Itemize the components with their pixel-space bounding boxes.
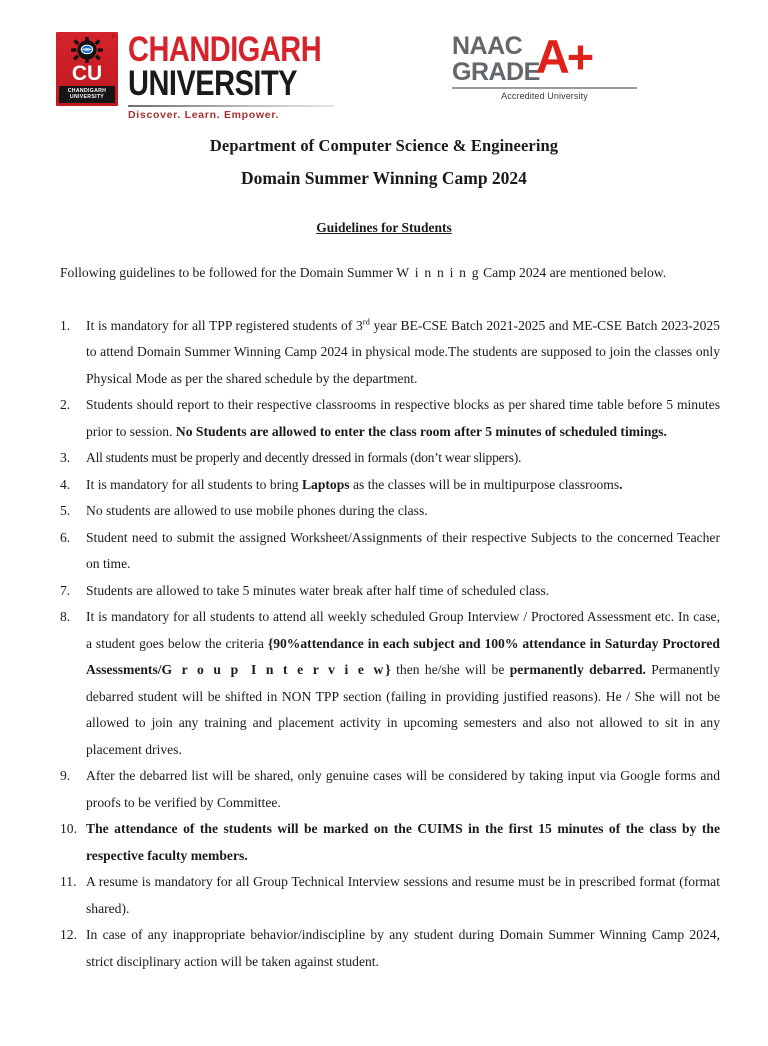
intro-post-text: Camp 2024 are mentioned below.	[479, 265, 667, 280]
naac-wordmark	[452, 34, 540, 85]
guideline-text-segment: In case of any inappropriate behavior/indiscipline by any student during Domain Summer Winning Camp 2024, strict disciplinary action will be taken against student.	[86, 927, 720, 969]
guideline-text-segment: permanently debarred.	[509, 662, 646, 677]
guideline-text-segment: After the debarred list will be shared, only genuine cases will be considered by taking input via Google forms and proofs to be verified by Committee.	[86, 768, 720, 810]
guideline-text	[86, 477, 623, 492]
cu-emblem-icon	[56, 32, 118, 106]
guideline-number: 3.	[60, 450, 71, 465]
guideline-item	[60, 604, 720, 763]
intro-pre-text: Following guidelines to be followed for the	[60, 265, 300, 280]
guideline-text	[86, 768, 720, 810]
guideline-item	[60, 869, 720, 922]
guideline-text-segment: Students should report to their respective classrooms in respective blocks as per shared time table before 5 minutes prior to session.	[86, 397, 720, 439]
guideline-text	[86, 397, 720, 439]
guideline-number: 7.	[60, 582, 71, 598]
guideline-number: 12.	[60, 927, 77, 942]
naac-divider	[452, 87, 637, 89]
guideline-text-segment	[240, 662, 251, 677]
guideline-text	[86, 530, 720, 572]
guideline-number: 4.	[60, 476, 71, 492]
guideline-text-segment: A resume is mandatory for all Group Technical Interview sessions and resume must be in prescribed format (format shared).	[86, 874, 720, 916]
intro-domain-rest: omain Summer	[309, 265, 397, 280]
guideline-text	[86, 450, 521, 465]
cu-wordmark-line1: CHANDIGARH	[128, 30, 322, 70]
guideline-text-segment: year BE-CSE Batch 2021-2025 and ME-CSE Batch 2023-2025 to attend Domain Summer Winning Camp 2024 in physical mode.The students are supposed to join the classes only Physical Mode as per the shared schedule by the department.	[86, 317, 720, 386]
cu-tagline: Discover. Learn. Empower.	[128, 109, 280, 121]
guideline-item	[60, 498, 720, 525]
guideline-text-segment: .	[619, 476, 623, 492]
guideline-item	[60, 313, 720, 393]
guideline-text	[86, 583, 549, 598]
guidelines-list	[60, 313, 720, 976]
cu-emblem-footer-line2: UNIVERSITY	[69, 94, 105, 101]
intro-paragraph	[60, 260, 720, 287]
page-title: Domain Summer Winning Camp 2024	[241, 168, 527, 188]
guideline-text-segment: It is mandatory for all students to attend all weekly scheduled Group Interview / Proctored Assessment etc. In case, a student goes below the criteria	[86, 609, 720, 651]
guideline-text-segment: Student need to submit the assigned Worksheet/Assignments of their respective Subjects to the concerned Teacher on time.	[86, 529, 720, 571]
guideline-number: 8.	[60, 609, 71, 624]
guideline-item	[60, 445, 720, 472]
guideline-text-segment: It is mandatory for all students to bring	[86, 476, 302, 492]
guideline-number: 9.	[60, 768, 71, 783]
guideline-text-segment: Students are allowed to take 5 minutes water break after half time of scheduled class.	[86, 582, 550, 598]
guideline-text	[86, 821, 720, 863]
guideline-item	[60, 763, 720, 816]
naac-logo-row	[452, 30, 642, 86]
gear-globe-icon	[70, 37, 104, 63]
cu-wordmark	[128, 32, 334, 121]
naac-grade-value: A+	[535, 30, 592, 83]
cu-wordmark-line2: UNIVERSITY	[128, 64, 298, 104]
guideline-number: 1.	[60, 317, 71, 333]
guideline-item	[60, 922, 720, 975]
intro-domain-initial: D	[299, 265, 310, 280]
registered-trademark-icon: ®	[111, 34, 115, 40]
guideline-number: 5.	[60, 503, 71, 518]
guideline-text	[86, 874, 720, 916]
guideline-number: 10.	[60, 821, 77, 836]
guideline-text-segment: rd	[362, 315, 370, 326]
guideline-item	[60, 578, 720, 605]
naac-grade-logo	[452, 30, 642, 101]
cu-emblem-footer	[59, 86, 115, 103]
guideline-text	[86, 609, 720, 757]
guideline-text-segment: as the classes will be in multipurpose classrooms	[349, 476, 620, 492]
naac-subtitle: Accredited University	[501, 90, 588, 101]
guideline-text-segment: I n t e r v i e w	[251, 662, 386, 677]
guideline-text-segment: }	[385, 662, 391, 677]
cu-monogram-text: CU	[71, 62, 103, 85]
guideline-item	[60, 392, 720, 445]
guideline-number: 2.	[60, 397, 71, 412]
intro-winning-spaced: W i n n i n g	[396, 265, 480, 280]
guideline-text-segment: It is mandatory for all TPP registered students of 3	[86, 317, 363, 333]
guideline-text-segment: {90%attendance in each subject and 100% attendance in Saturday Proctored Assessments/	[86, 635, 720, 677]
guideline-text-segment: then he/she will be	[390, 662, 510, 677]
guideline-text	[86, 315, 720, 386]
cu-wordmark-divider	[128, 105, 334, 107]
guideline-text-segment: The attendance of the students will be marked on the CUIMS in the first 15 minutes of the class by the respective faculty members.	[86, 821, 720, 863]
guideline-text-segment: Permanently debarred student will be shifted in NON TPP section (failing in providing justified reasons). He / She will not be allowed to join any training and placement activity in upcoming semesters and also not allowed to sit in any placement drives.	[86, 662, 720, 757]
guidelines-subtitle: Guidelines for Students	[316, 220, 452, 235]
guideline-item	[60, 816, 720, 869]
chandigarh-university-logo	[56, 32, 334, 121]
guideline-text	[86, 503, 428, 518]
guideline-item	[60, 525, 720, 578]
guideline-text-segment: All students must be properly and decently dressed in formals (don’t wear slippers).	[86, 450, 522, 465]
guideline-number: 6.	[60, 529, 71, 545]
department-title: Department of Computer Science & Engineering	[209, 136, 559, 155]
title-block	[0, 132, 768, 236]
guideline-number: 11.	[60, 874, 77, 889]
guideline-item	[60, 472, 720, 499]
guideline-text-segment: No students are allowed to use mobile phones during the class.	[86, 503, 428, 518]
guideline-text-segment: No Students are allowed to enter the class room after 5 minutes of scheduled timings.	[175, 423, 667, 439]
document-body	[60, 260, 720, 975]
document-header	[0, 22, 768, 120]
guideline-text	[86, 927, 720, 969]
document-page	[0, 22, 768, 1046]
guideline-text-segment: G r o u p	[161, 662, 241, 677]
naac-line1: NAAC	[452, 32, 523, 60]
guideline-text-segment: Laptops	[301, 476, 350, 492]
naac-line2: GRADE	[452, 58, 540, 86]
cu-emblem-footer-line1: CHANDIGARH	[67, 87, 107, 94]
